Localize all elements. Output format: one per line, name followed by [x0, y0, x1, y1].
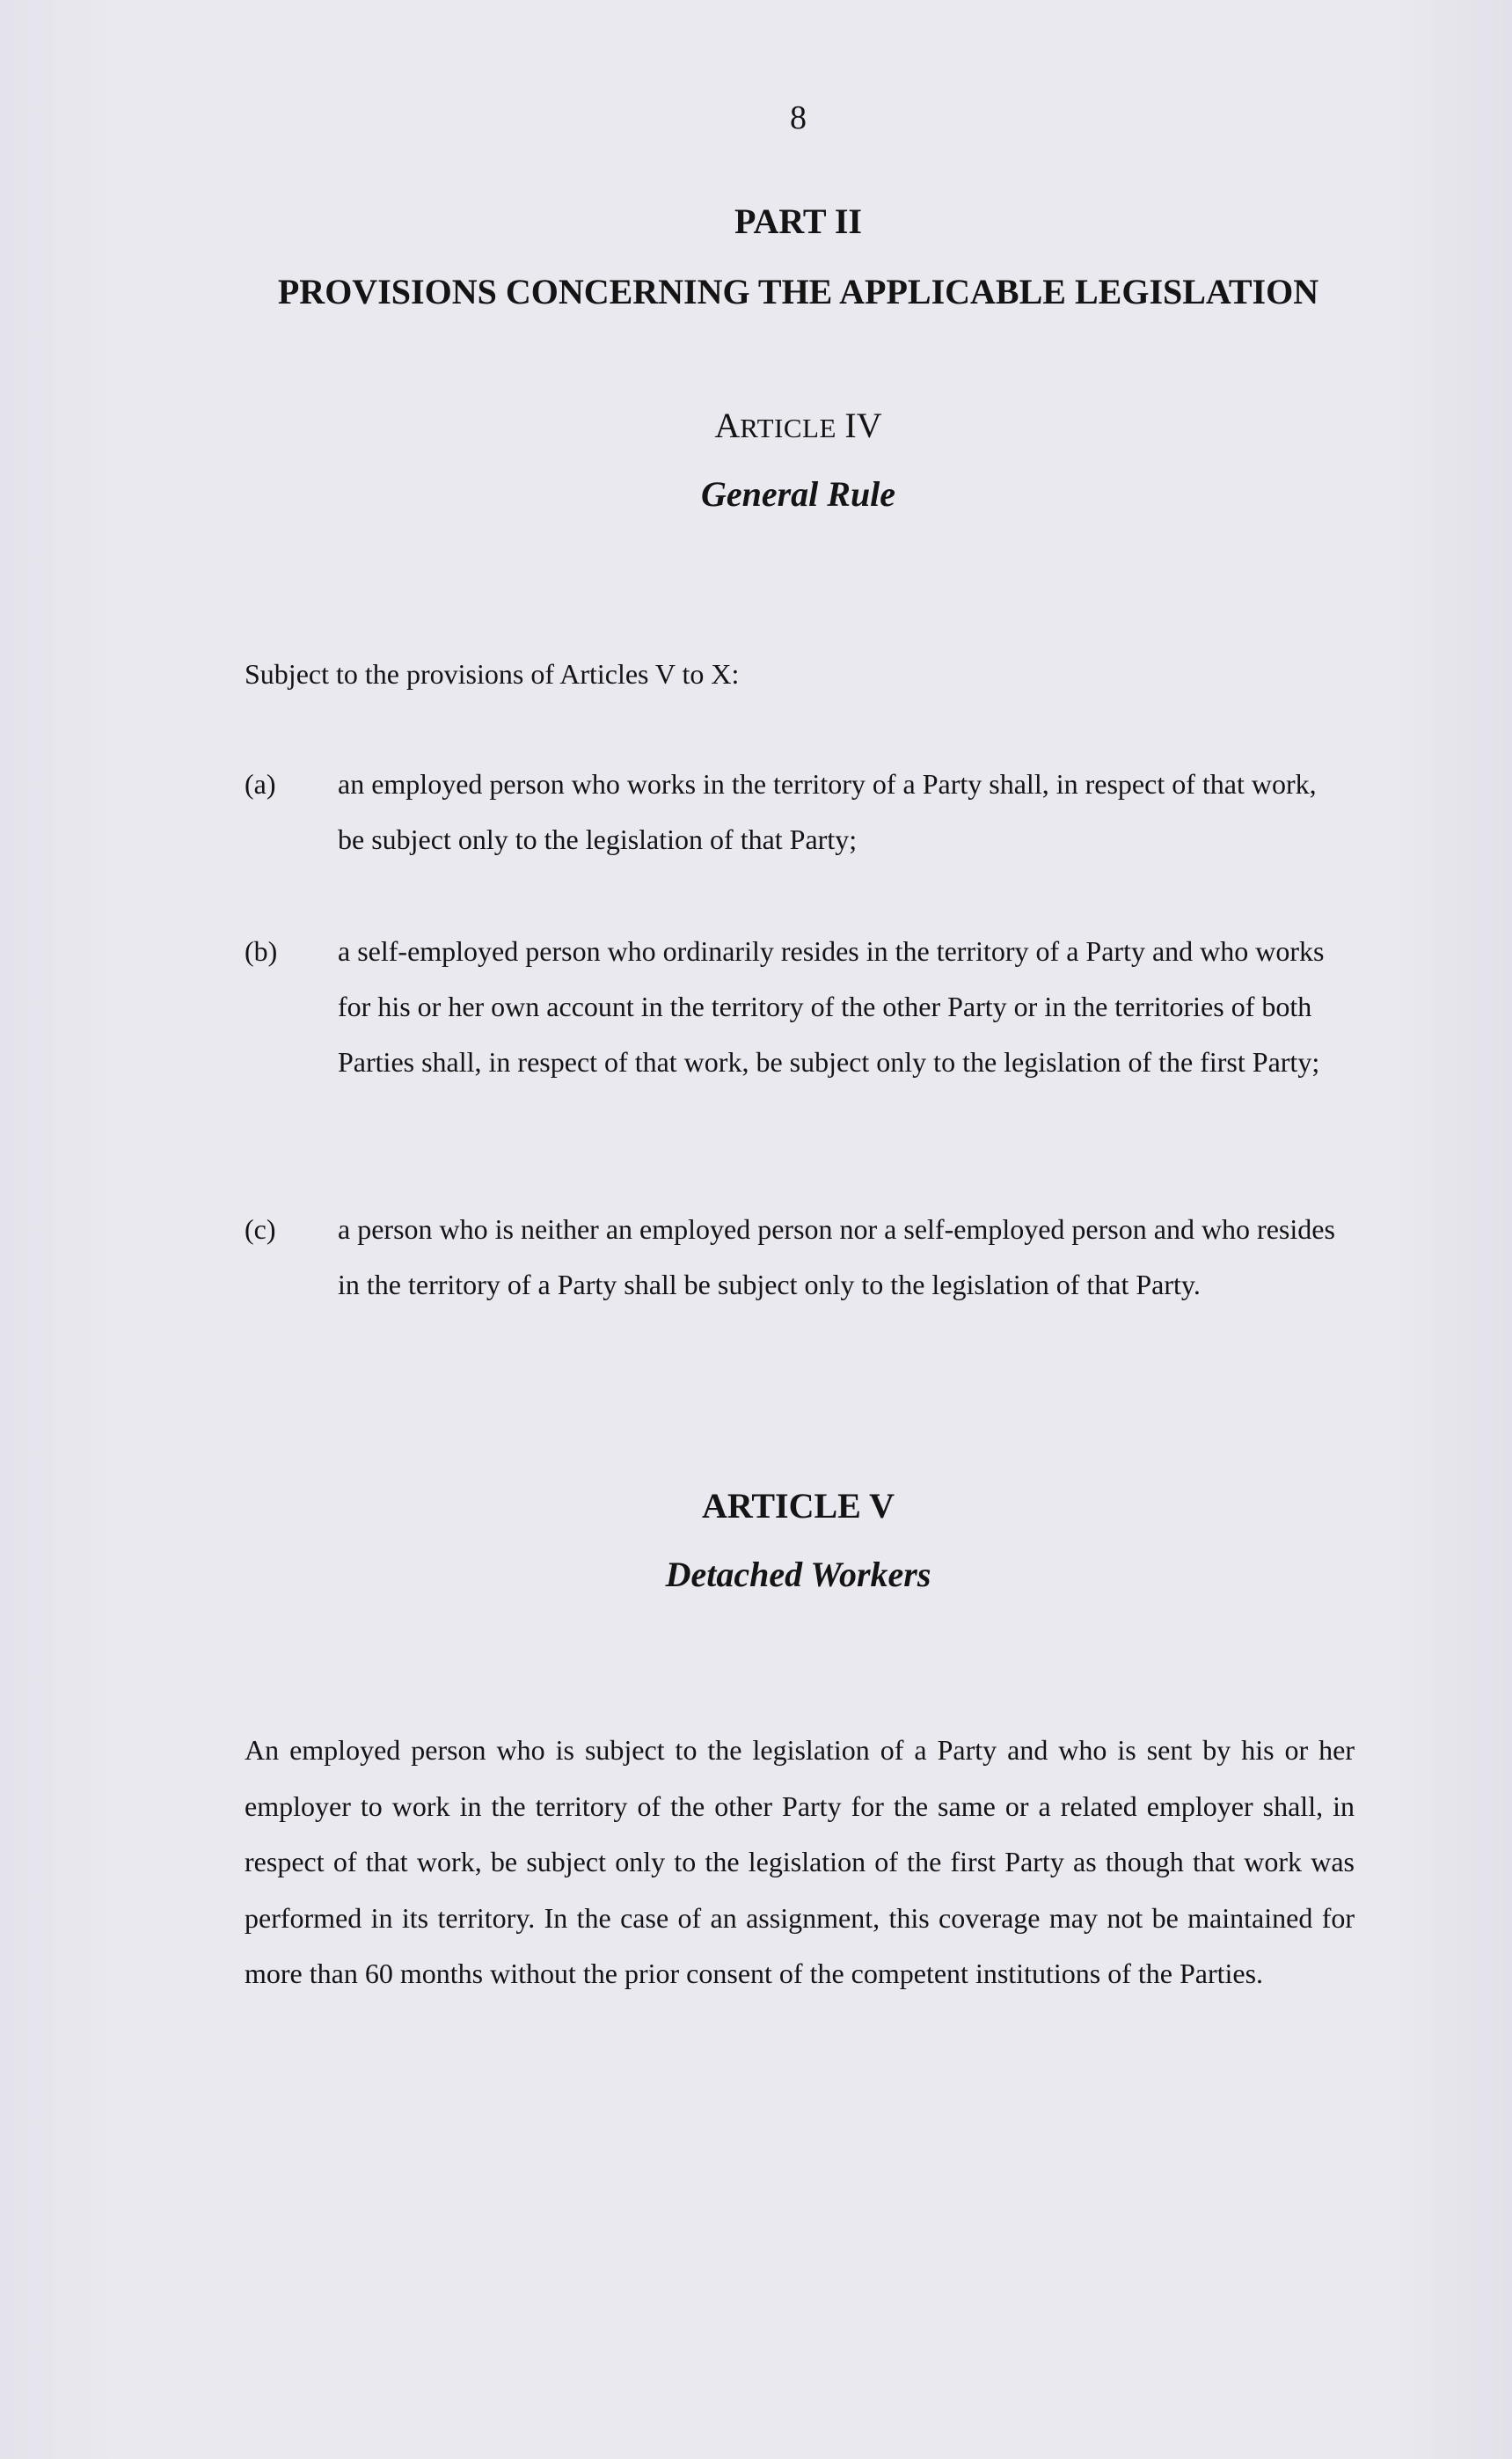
part-title: PART II: [734, 201, 862, 241]
article-iv-title-rest: RTICLE: [740, 413, 836, 443]
article-iv-subtitle: General Rule: [700, 474, 896, 514]
item-b-label: (b): [245, 935, 278, 967]
article-iv-title-numeral: IV: [844, 406, 882, 445]
article-v-paragraph: An employed person who is subject to the legislation of a Party and who is sent by his or her employer to work in the territory of the other Party for the same or a related employer shall, in respect of that work, be subject only to the legislation of the first Party as though that work was performed in its territory. In the case of an assignment, this coverage may not be maintained for more than 60 months without the prior consent of the competent institutions of the Parties.: [245, 1734, 1355, 1989]
article-v-title: ARTICLE V: [701, 1486, 895, 1526]
item-a-text: an employed person who works in the territory of a Party shall, in respect of that work, be subject only to the legislation of that Party;: [338, 768, 1317, 855]
article-iv-intro: Subject to the provisions of Articles V to X:: [245, 658, 740, 690]
item-b-text: a self-employed person who ordinarily resides in the territory of a Party and who works for his or her own account in the territory of the other Party or in the territories of both Parties shall, in respect of that work, be subject only to the legislation of the first Party;: [338, 935, 1325, 1078]
part-subtitle: PROVISIONS CONCERNING THE APPLICABLE LEGISLATION: [277, 272, 1319, 311]
article-iv-title-initial: A: [714, 406, 741, 445]
article-v-subtitle: Detached Workers: [665, 1555, 931, 1594]
page-number: 8: [790, 99, 807, 136]
item-a-label: (a): [245, 768, 276, 800]
item-c-label: (c): [245, 1213, 276, 1245]
item-c-text: a person who is neither an employed person nor a self-employed person and who resides in the territory of a Party shall be subject only to the legislation of that Party.: [338, 1213, 1335, 1300]
article-iv-title: [0, 405, 1512, 446]
